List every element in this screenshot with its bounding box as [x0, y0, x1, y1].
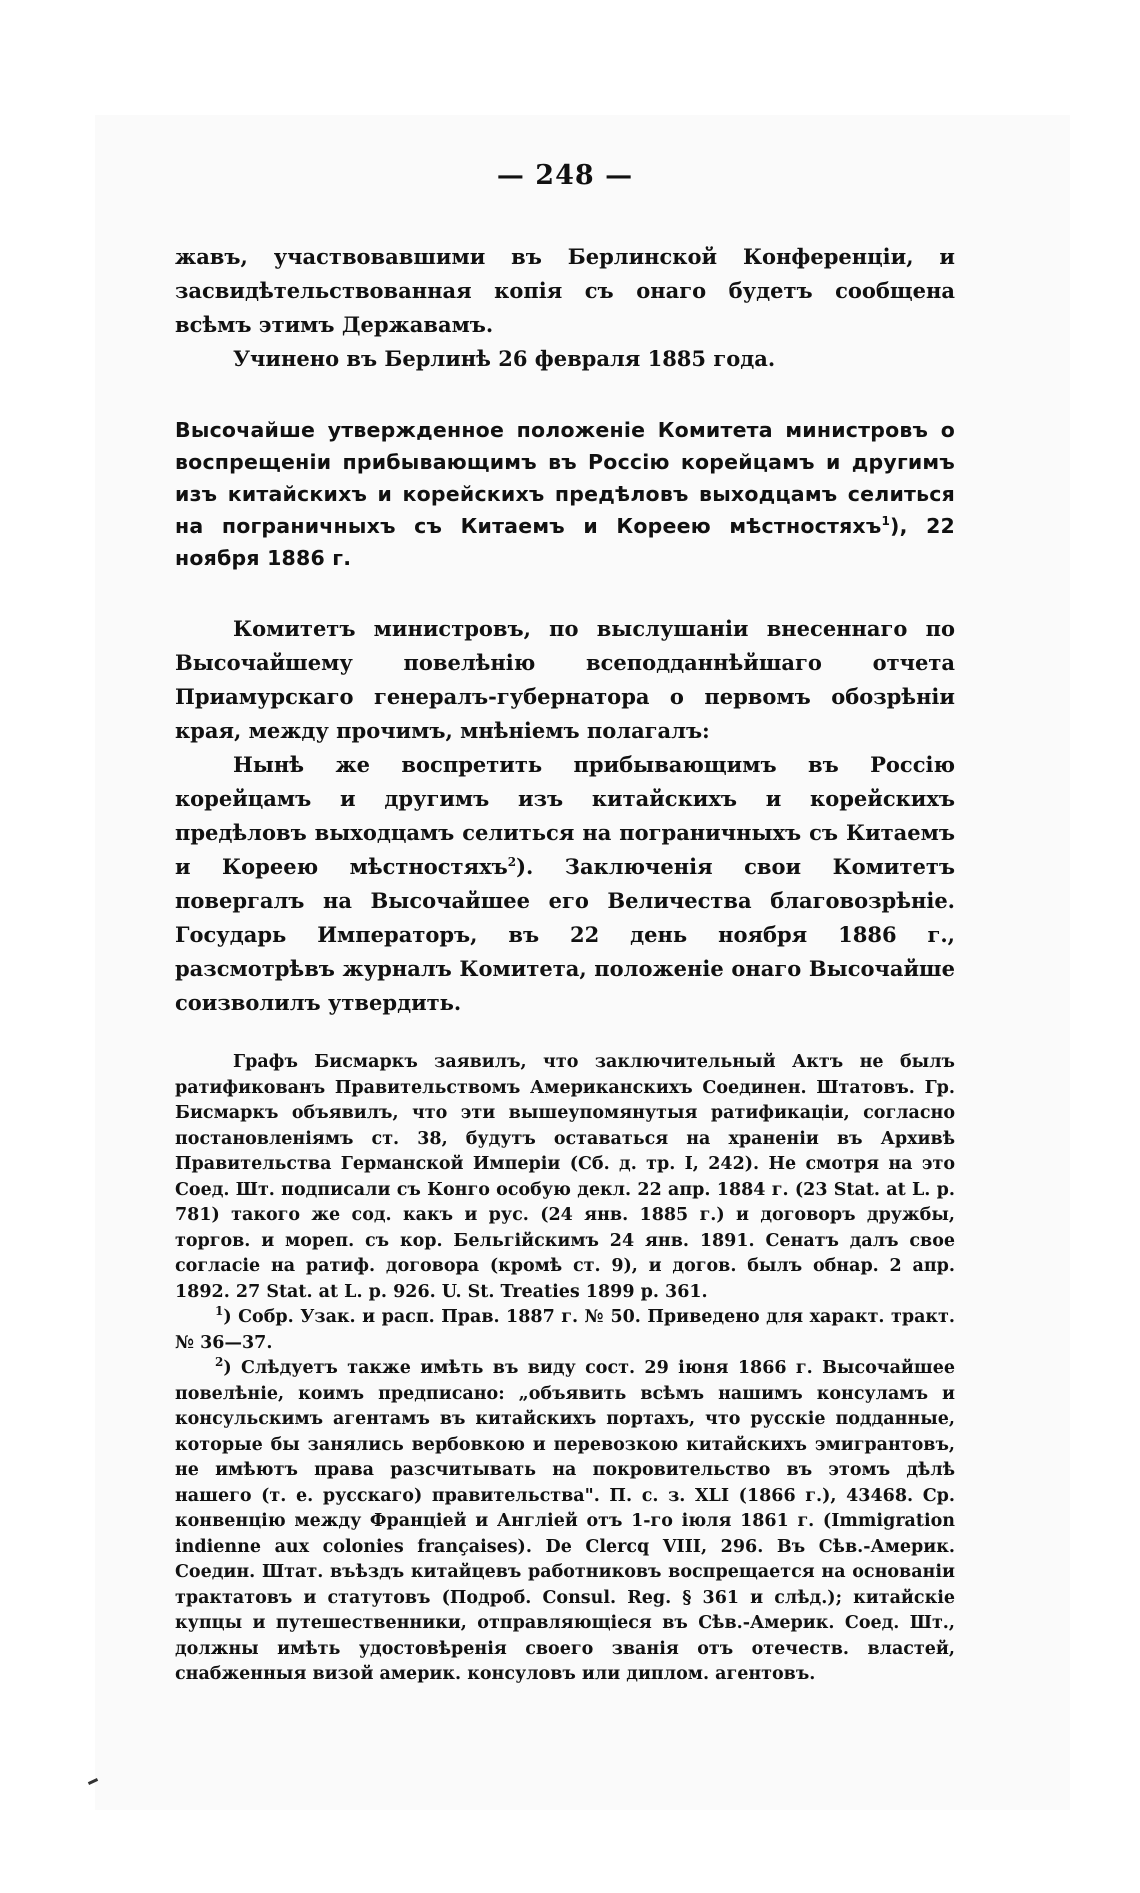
section-heading: [175, 414, 955, 574]
body-paragraph-2: [175, 748, 955, 1020]
footnote-1: [175, 1305, 955, 1356]
body-block: [175, 612, 955, 1020]
body-paragraph-1: Комитетъ министровъ, по выслушаніи внесеннаго по Высочайшему повелѣнію всеподданнѣйшаго отчета Приамурскаго генералъ-губернатора о первомъ обозрѣніи края, между прочимъ, мнѣніемъ полагалъ:: [175, 616, 955, 743]
heading-text: Высочайше утвержденное положеніе Комитета министровъ о воспрещеніи прибывающимъ въ Россію корейцамъ и другимъ изъ китайскихъ и корейскихъ предѣловъ выходцамъ селиться на пограничныхъ съ Китаемъ и Кореею мѣстностяхъ: [175, 418, 955, 538]
footnote-2-mark: 2: [215, 1355, 224, 1370]
body-p2-text: Нынѣ же воспретить прибывающимъ въ Россію корейцамъ и другимъ изъ китайскихъ и корейскихъ предѣловъ выходцамъ селиться на пограничныхъ съ Китаемъ и Кореею мѣстностяхъ: [175, 752, 955, 879]
body-p2-continued: ). Заключенія свои Комитетъ повергалъ на Высочайшее его Величества благовозрѣніе. Государь Императоръ, въ 22 день ноября 1886 г., разсмотрѣвъ журналъ Комитета, положеніе онаго Высочайше соизволилъ утвердить.: [175, 854, 955, 1015]
footnote-2: [175, 1356, 955, 1688]
page-content: [175, 160, 955, 1688]
bismarck-note: Графъ Бисмаркъ заявилъ, что заключительный Актъ не былъ ратификованъ Правительствомъ Американскихъ Соединен. Штатовъ. Гр. Бисмаркъ объявилъ, что эти вышеупомянутыя ратификаціи, согласно постановленіямъ ст. 38, будутъ оставаться на храненіи въ Архивѣ Правительства Германской Имперіи (Сб. д. тр. I, 242). Не смотря на это Соед. Шт. подписали съ Конго особую декл. 22 апр. 1884 г. (23 Stat. at L. p. 781) такого же сод. какъ и рус. (24 янв. 1885 г.) и договоръ дружбы, торгов. и мореп. съ кор. Бельгійскимъ 24 янв. 1891. Сенатъ далъ свое согласіе на ратиф. договора (кромѣ ст. 9), и догов. былъ обнар. 2 апр. 1892. 27 Stat. at L. p. 926. U. St. Treaties 1899 p. 361.: [175, 1052, 955, 1302]
heading-date: ), 22 ноября 1886 г.: [175, 514, 955, 570]
footnote-1-text: ) Собр. Узак. и расп. Прав. 1887 г. № 50. Приведено для характ. тракт. № 36—37.: [175, 1307, 955, 1353]
footnote-1-mark: 1: [215, 1304, 224, 1319]
separator: [175, 1020, 955, 1050]
heading-footnote-ref: 1: [881, 514, 891, 529]
footnote-2-text: ) Слѣдуетъ также имѣть въ виду сост. 29 іюня 1866 г. Высочайшее повелѣніе, коимъ предписано: „объявить всѣмъ нашимъ консуламъ и консульскимъ агентамъ въ китайскихъ портахъ, что русскіе подданные, которые бы занялись вербовкою и перевозкою китайскихъ эмигрантовъ, не имѣютъ права разсчитывать на покровительство въ этомъ дѣлѣ нашего (т. е. русскаго) правительства". П. с. з. XLI (1866 г.), 43468. Ср. конвенцію между Франціей и Англіей отъ 1-го іюля 1861 г. (Immigration indienne aux colonies françaises). De Clercq VIII, 296. Въ Сѣв.-Америк. Соедин. Штат. въѣздъ китайцевъ работниковъ воспрещается на основаніи трактатовъ и статутовъ (Подроб. Consul. Reg. § 361 и слѣд.); китайскіе купцы и путешественники, отправляющіеся въ Сѣв.-Америк. Соед. Шт., должны имѣть удостовѣренія своего званія отъ отечеств. властей, снабженныя визой америк. консуловъ или диплом. агентовъ.: [175, 1358, 955, 1684]
done-at-line: Учинено въ Берлинѣ 26 февраля 1885 года.: [233, 346, 776, 371]
page-number: — 248 —: [496, 160, 634, 191]
body-footnote-ref: 2: [507, 855, 517, 869]
continuation-paragraph: жавъ, участвовавшими въ Берлинской Конференціи, и засвидѣтельствованная копія съ онаго будетъ сообщена всѣмъ этимъ Державамъ.: [175, 244, 955, 337]
